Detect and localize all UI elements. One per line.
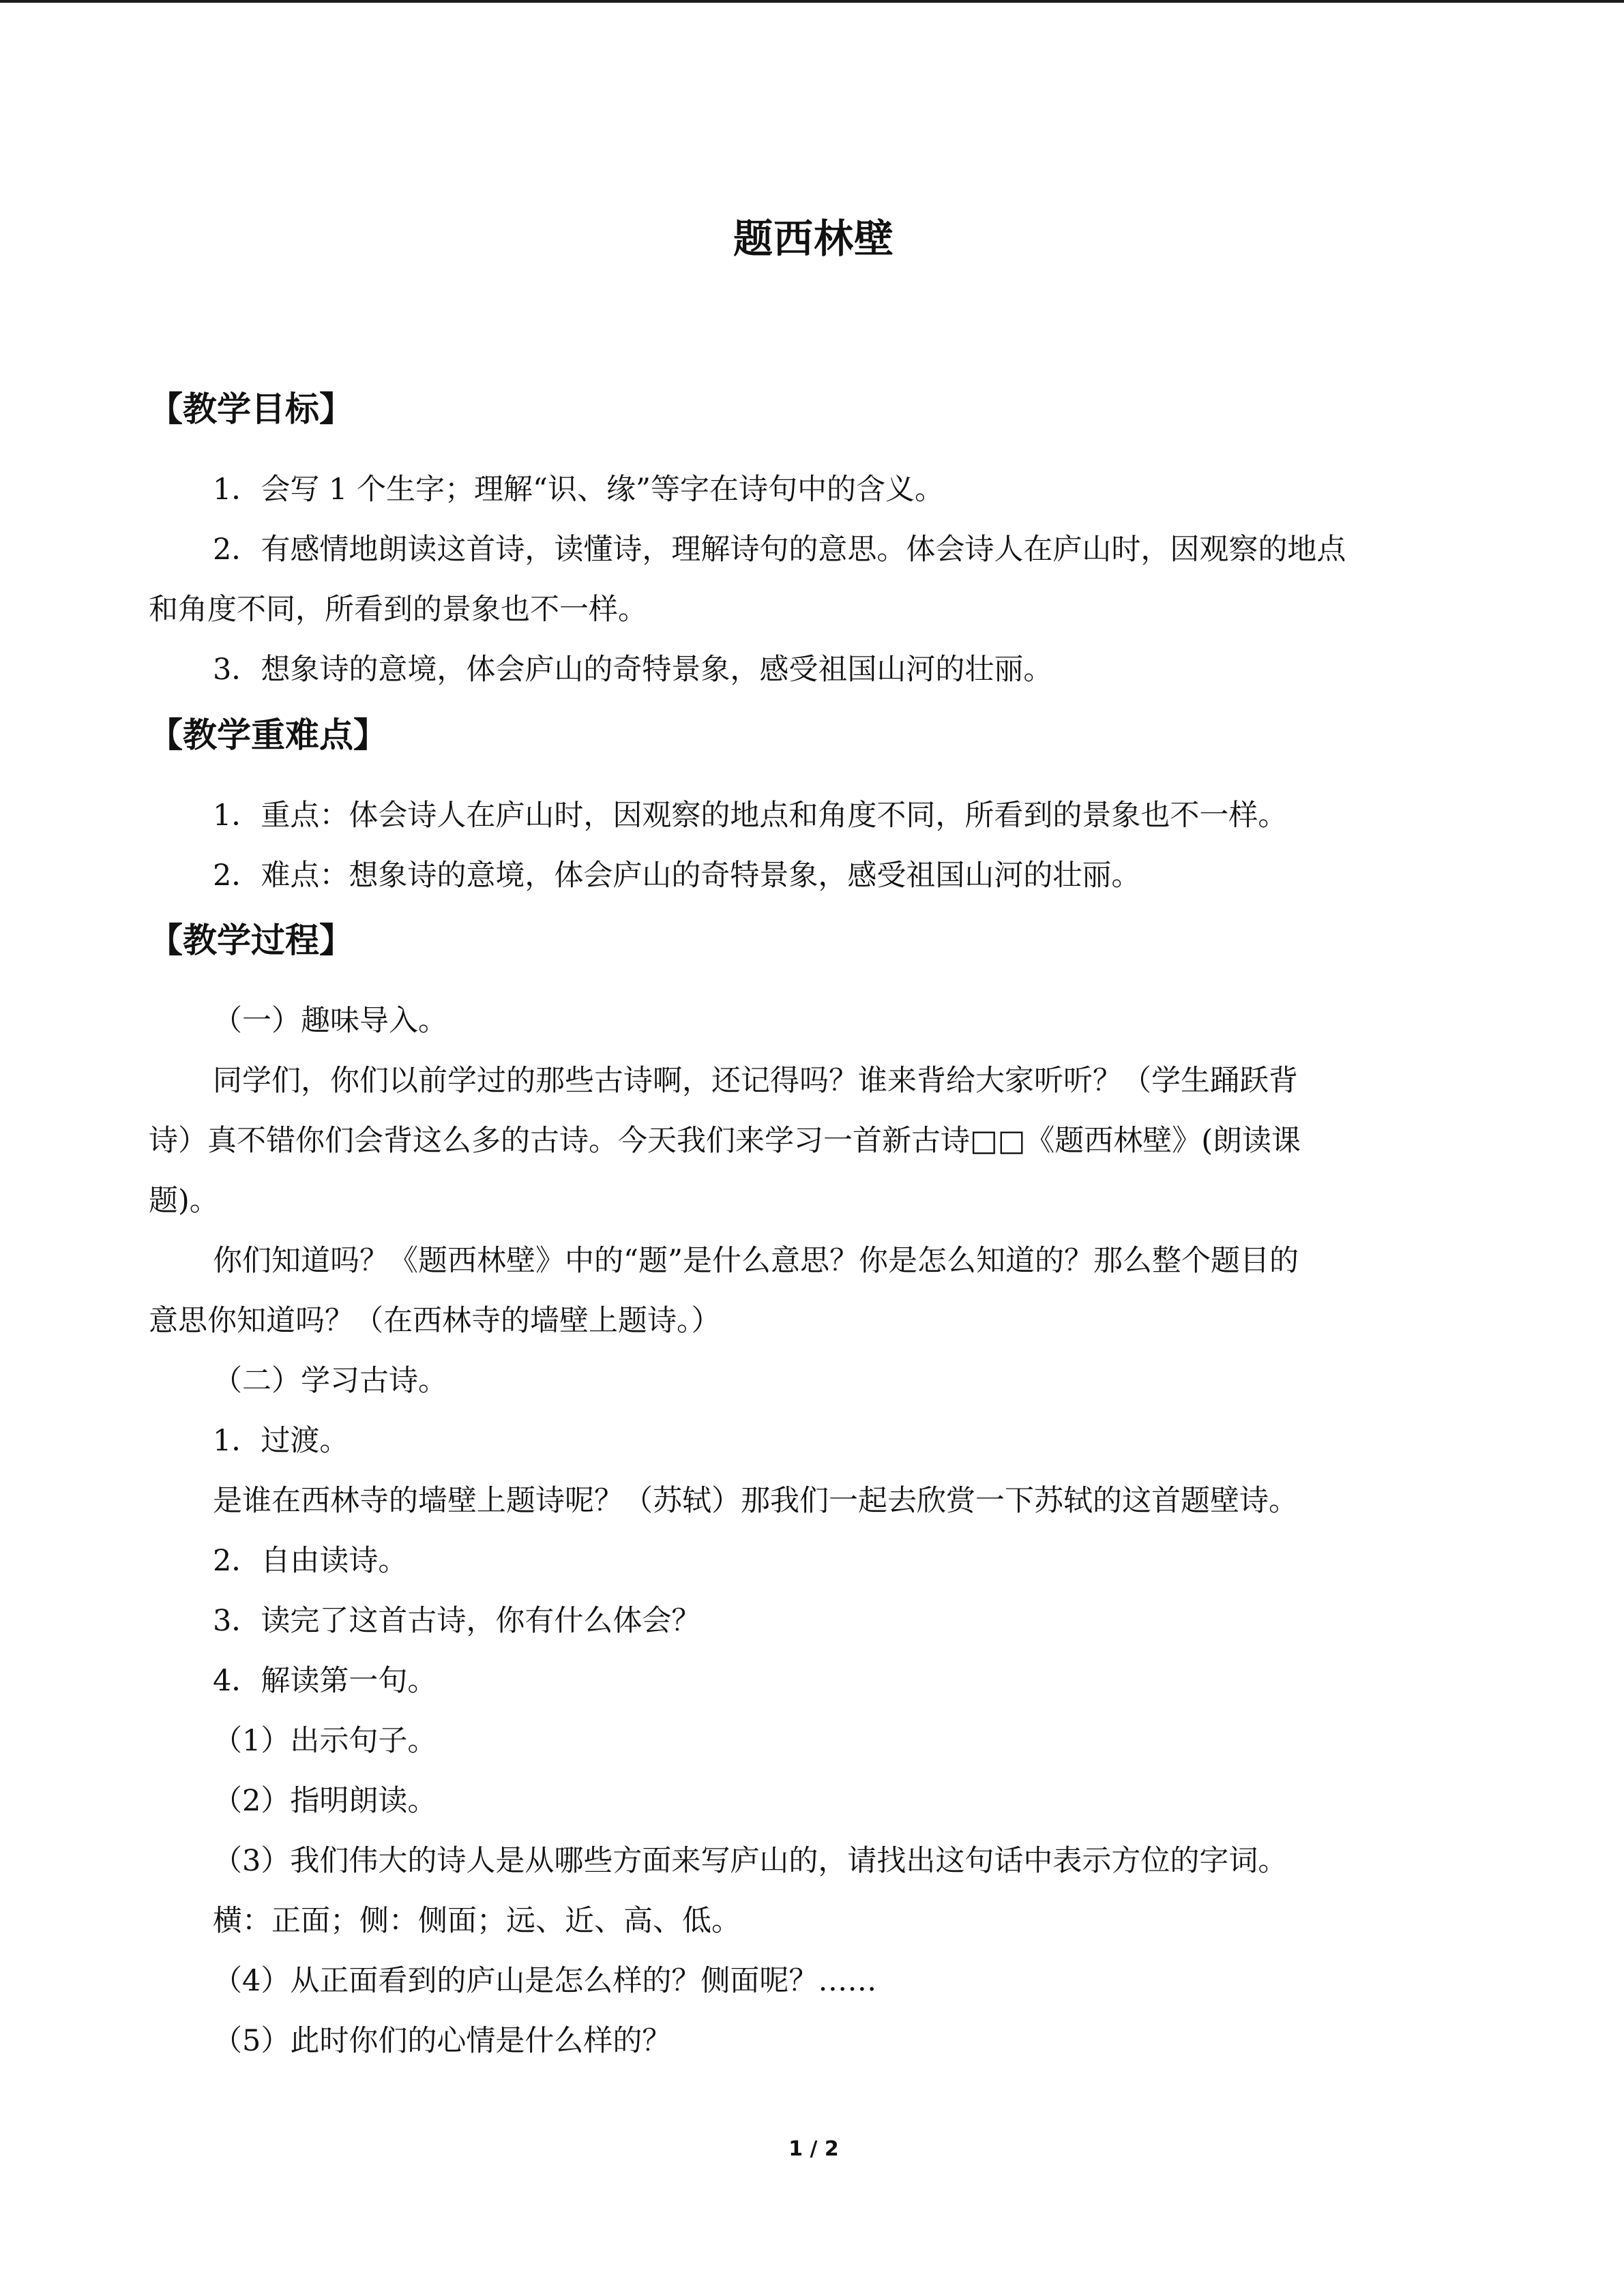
- process-line-7: （二）学习古诗。: [213, 1364, 447, 1398]
- document-page: [149, 0, 1479, 2296]
- process-line-16: 横：正面；侧：侧面；远、近、高、低。: [213, 1904, 741, 1938]
- process-line-4: 题)。: [149, 1184, 219, 1218]
- process-line-6: 意思你知道吗？（在西林寺的墙壁上题诗。）: [149, 1304, 721, 1338]
- process-line-17: （4）从正面看到的庐山是怎么样的？侧面呢？……: [213, 1964, 877, 1998]
- section-heading-process: 【教学过程】: [149, 921, 353, 960]
- objective-item-2-continued: 和角度不同，所看到的景象也不一样。: [149, 593, 647, 627]
- process-line-9: 是谁在西林寺的墙壁上题诗呢？（苏轼）那我们一起去欣赏一下苏轼的这首题壁诗。: [213, 1484, 1298, 1518]
- process-line-13: （1）出示句子。: [213, 1724, 437, 1758]
- section-heading-key-points: 【教学重难点】: [149, 715, 387, 755]
- process-line-12: 4．解读第一句。: [213, 1664, 437, 1698]
- process-line-3: 诗）真不错你们会背这么多的古诗。今天我们来学习一首新古诗□□《题西林壁》(朗读课: [149, 1124, 1301, 1158]
- page-number: 1 / 2: [788, 2137, 839, 2161]
- process-line-11: 3．读完了这首古诗，你有什么体会？: [213, 1604, 701, 1638]
- process-line-8: 1．过渡。: [213, 1424, 349, 1458]
- process-line-5: 你们知道吗？《题西林壁》中的“题”是什么意思？你是怎么知道的？那么整个题目的: [213, 1244, 1299, 1278]
- process-line-18: （5）此时你们的心情是什么样的？: [213, 2024, 672, 2058]
- key-point-item-2: 2．难点：想象诗的意境，体会庐山的奇特景象，感受祖国山河的壮丽。: [213, 859, 1141, 893]
- objective-item-1: 1．会写 1 个生字；理解“识、缘”等字在诗句中的含义。: [213, 473, 945, 507]
- key-point-item-1: 1．重点：体会诗人在庐山时，因观察的地点和角度不同，所看到的景象也不一样。: [213, 799, 1288, 833]
- process-line-1: （一）趣味导入。: [213, 1004, 447, 1038]
- section-heading-objectives: 【教学目标】: [149, 389, 353, 429]
- process-line-15: （3）我们伟大的诗人是从哪些方面来写庐山的，请找出这句话中表示方位的字词。: [213, 1844, 1288, 1878]
- document-title: 题西林壁: [733, 215, 894, 262]
- process-line-14: （2）指明朗读。: [213, 1784, 437, 1818]
- process-line-2: 同学们，你们以前学过的那些古诗啊，还记得吗？谁来背给大家听听？（学生踊跃背: [213, 1064, 1298, 1098]
- objective-item-2: 2．有感情地朗读这首诗，读懂诗，理解诗句的意思。体会诗人在庐山时，因观察的地点: [213, 533, 1346, 567]
- objective-item-3: 3．想象诗的意境，体会庐山的奇特景象，感受祖国山河的壮丽。: [213, 653, 1053, 687]
- process-line-10: 2．自由读诗。: [213, 1544, 408, 1578]
